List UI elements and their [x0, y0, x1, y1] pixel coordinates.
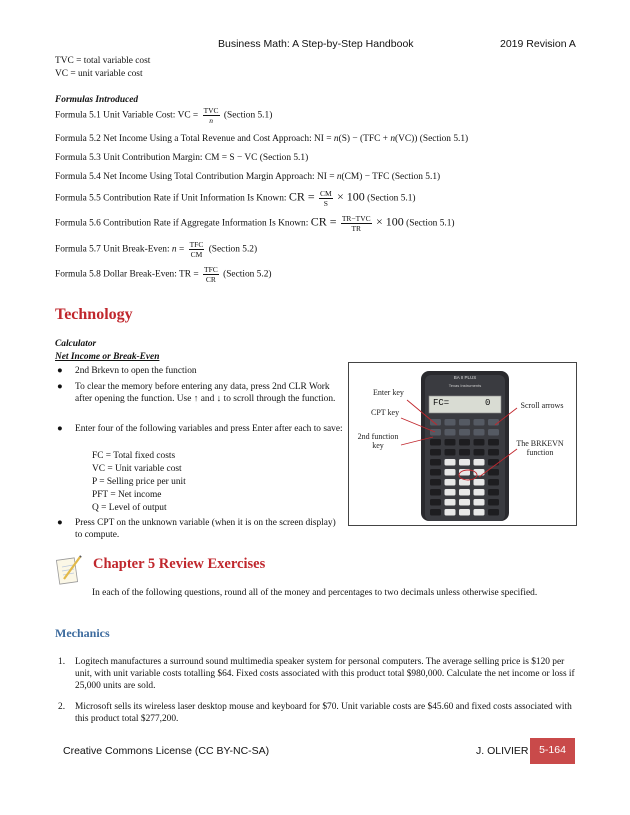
bullet-icon: ● [57, 382, 63, 392]
callout-scroll-arrows: Scroll arrows [520, 401, 564, 410]
calculator-key [445, 449, 456, 456]
formula-5-7: Formula 5.7 Unit Break-Even: n = $\frac{\text{TFC}}{CM}$ (Section 5.2) [55, 240, 258, 259]
exercise-number: 2. [58, 702, 66, 712]
formula-5-8: Formula 5.8 Dollar Break-Even: TR = $\frac{\text{TFC}}{CR}$ (Section 5.2) [55, 265, 272, 284]
notepad-pencil-icon [56, 555, 82, 585]
calculator-key [488, 459, 499, 466]
calculator-key [474, 449, 485, 456]
review-intro: In each of the following questions, round all of the money and percentages to two decimals unless otherwise specified. [92, 588, 538, 598]
technology-heading: Technology [55, 306, 133, 323]
calculator-key [445, 479, 456, 486]
calculator-key [445, 429, 456, 436]
calculator-key [430, 499, 441, 506]
calculator-key [445, 439, 456, 446]
calculator-brand: BA II PLUS [453, 375, 477, 380]
calculator-key [445, 459, 456, 466]
bullet-clear-memory: To clear the memory before entering any data, press 2nd CLR Work after opening the function. Use ↑ and ↓ to scroll through the function. [75, 382, 336, 404]
calculator-key [459, 419, 470, 426]
calculator-screen-value: 0 [485, 398, 491, 408]
calculator-figure [348, 362, 577, 526]
calculator-key [488, 429, 499, 436]
calculator-key [459, 439, 470, 446]
calculator-key [430, 439, 441, 446]
variable-pft: PFT = Net income [92, 490, 162, 500]
page-number: 5-164 [530, 738, 575, 764]
calculator-key [459, 499, 470, 506]
calculator-key [488, 509, 499, 516]
calculator-key [445, 509, 456, 516]
exercise-2-text: Microsoft sells its wireless laser desktop mouse and keyboard for $70. Unit variable costs are $45.60 and fixed costs associated with this product total $277,200. [75, 702, 572, 724]
calculator-key [488, 439, 499, 446]
bullet-icon: ● [57, 424, 63, 434]
formula-5-2: Formula 5.2 Net Income Using a Total Revenue and Cost Approach: NI = n(S) − (TFC + n(VC)) (Section 5.1) [55, 134, 469, 144]
variable-vc: VC = Unit variable cost [92, 464, 182, 474]
exercise-1-text: Logitech manufactures a surround sound multimedia speaker system for personal computers. The average selling price is $120 per unit, with unit variable costs totalling $64. Fixed costs associated with this product total $980,000. Calculate the net income or loss if 25,000 units are sold. [75, 657, 575, 691]
formula-5-3: Formula 5.3 Unit Contribution Margin: CM = S − VC (Section 5.1) [55, 153, 309, 163]
callout-cpt-key: CPT key [371, 408, 400, 417]
calculator-key [488, 419, 499, 426]
calculator-key [430, 449, 441, 456]
calculator-key [488, 489, 499, 496]
formula-5-1-fraction: $\frac{\text{TVC}}{n}$ [203, 106, 219, 125]
calculator-key [488, 499, 499, 506]
calculator-key [430, 429, 441, 436]
net-income-subheading: Net Income or Break-Even [55, 352, 160, 362]
bullet-icon: ● [57, 518, 63, 528]
calculator-screen-label: FC= [433, 398, 450, 408]
calculator-key [459, 489, 470, 496]
callout-enter-key: Enter key [373, 388, 404, 397]
calculator-key [459, 509, 470, 516]
formulas-heading: Formulas Introduced [55, 95, 139, 105]
calculator-key [474, 429, 485, 436]
callout-2nd-key: 2nd function key [357, 432, 399, 450]
formula-5-1: Formula 5.1 Unit Variable Cost: VC = $\frac{\text{TVC}}{n}$ (Section 5.1) [55, 106, 273, 125]
calculator-key [488, 449, 499, 456]
calculator-key [459, 459, 470, 466]
calculator-key [474, 479, 485, 486]
calculator-key [488, 479, 499, 486]
calculator-key [445, 489, 456, 496]
calculator-key [459, 429, 470, 436]
formula-5-6: Formula 5.6 Contribution Rate if Aggregate Information Is Known: CR = $\frac{\text{TR−TVC}}{TR}$ × 100 (Section 5.1) [55, 214, 455, 233]
formula-5-5: Formula 5.5 Contribution Rate if Unit Information Is Known: CR = $\frac{CM}{S}$ × 100 (Section 5.1) [55, 189, 416, 208]
calculator-key [474, 419, 485, 426]
calculator-key [430, 509, 441, 516]
header-revision: 2019 Revision A [500, 38, 576, 50]
callout-brkevn: The BRKEVN function [516, 439, 564, 457]
bullet-enter-variables: Enter four of the following variables and press Enter after each to save: [75, 424, 343, 434]
calculator-key [474, 499, 485, 506]
exercise-number: 1. [58, 657, 66, 667]
calculator-key [445, 419, 456, 426]
formula-5-4: Formula 5.4 Net Income Using Total Contribution Margin Approach: NI = n(CM) − TFC (Section 5.1) [55, 172, 441, 182]
footer-license: Creative Commons License (CC BY-NC-SA) [63, 745, 270, 757]
variable-q: Q = Level of output [92, 503, 167, 513]
variable-fc: FC = Total fixed costs [92, 451, 176, 461]
calculator-maker: Texas Instruments [448, 383, 482, 388]
mechanics-heading: Mechanics [55, 626, 110, 640]
calculator-key [474, 439, 485, 446]
header-title: Business Math: A Step-by-Step Handbook [218, 38, 414, 50]
chapter-review-title: Chapter 5 Review Exercises [93, 556, 266, 572]
definition-vc: VC = unit variable cost [55, 69, 143, 79]
calculator-key [445, 469, 456, 476]
calculator-key [430, 479, 441, 486]
calculator-key [430, 459, 441, 466]
bullet-press-cpt: Press CPT on the unknown variable (when it is on the screen display) to compute. [75, 518, 336, 540]
bullet-icon: ● [57, 366, 63, 376]
calculator-key [474, 459, 485, 466]
calculator-key [488, 469, 499, 476]
calculator-key [459, 449, 470, 456]
footer-author: J. OLIVIER [476, 745, 529, 757]
calculator-key [445, 499, 456, 506]
calculator-key [430, 489, 441, 496]
variable-p: P = Selling price per unit [92, 477, 186, 487]
calculator-key [474, 509, 485, 516]
calculator-label: Calculator [55, 339, 97, 349]
definition-tvc: TVC = total variable cost [55, 56, 151, 66]
bullet-open-function: 2nd Brkevn to open the function [75, 366, 197, 376]
calculator-key [474, 489, 485, 496]
calculator-key [430, 469, 441, 476]
